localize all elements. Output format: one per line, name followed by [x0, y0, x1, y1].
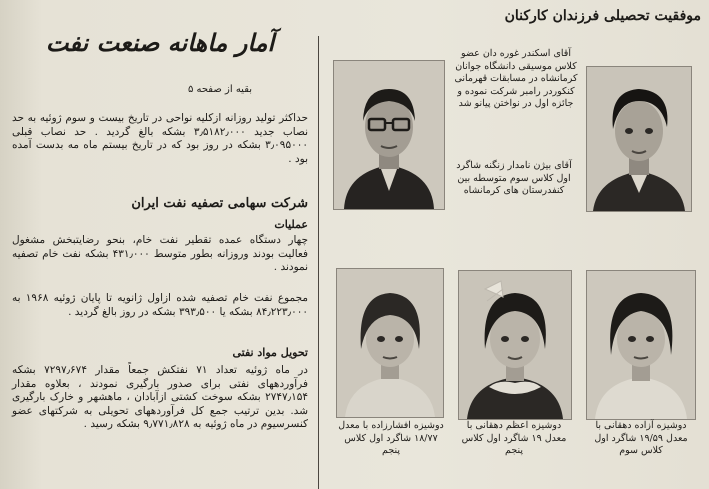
delivery-heading: تحویل مواد نفتی	[232, 346, 308, 359]
left-article-subtitle: بقيه از صفحه ۵	[187, 84, 253, 95]
portrait-girl-icon	[337, 269, 443, 417]
portrait-boy-icon	[587, 67, 691, 211]
operations-heading: عملیات	[274, 218, 308, 231]
photo-boy-pianist	[586, 66, 692, 212]
photo-girl-azam	[458, 270, 572, 420]
paragraph-delivery: در ماه ژوئیه تعداد ۷۱ نفتکش جمعاً مقدار ۷۲۹۷٫۶۷۴ بشکه فرآوردههای نفتی برای صدور بارگیری نمودند ، بعلاوه مقدار ۲۷۴۷٫۱۵۴ بشکه سوخت کشتی ازآبادان ، ماهشهر و خارک بارگیری شد. بدین ترتیب جمع کل فرآوردههای تحویلی به شرکتهای عضو کنسرسیوم در ماه ژوئیه به ۹٫۷۷۱٫۸۲۸ بشکه رسید .	[12, 364, 308, 431]
caption-pianist: آقای اسکندر غوره دان عضو کلاس موسیقی دانشگاه جوانان کرمانشاه در مسابقات قهرمانی کنکوردر رامبر شرکت نموده و جائزه اول در نواختن پیانو شد	[454, 48, 578, 109]
portrait-girl-bow-icon	[459, 271, 571, 419]
caption-namdar: آقای بیژن نامدار زنگنه شاگرد اول کلاس سوم متوسطه بین کنفدرستان های کرمانشاه	[456, 160, 572, 196]
company-heading: شرکت سهامی تصفیه نفت ایران	[131, 196, 308, 211]
right-article-title: موفقیت تحصیلی فرزندان کارکنان	[504, 8, 701, 24]
portrait-glasses-icon	[334, 61, 444, 209]
caption-azadeh: دوشیزه آزاده دهقانی با معدل ۱۹/۵۹ شاگرد اول کلاس سوم	[594, 420, 688, 456]
portrait-girl-young-icon	[587, 271, 695, 419]
left-article-title: آمار ماهانه صنعت نفت	[45, 28, 275, 57]
paragraph-refining: چهار دستگاه عمده تقطیر نفت خام، بنحو رضایتبخش مشغول فعالیت بودند وروزانه بطور متوسط ۴۳۱٫۰۰۰ بشکه نفت خام تصفیه نمودند .	[12, 234, 308, 274]
column-divider	[318, 36, 319, 489]
photo-boy-glasses	[333, 60, 445, 210]
paragraph-total-crude: مجموع نفت خام تصفیه شده ازاول ژانویه تا پایان ژوئیه ۱۹۶۸ به ۸۴٫۲۲۳٫۰۰۰ بشکه یا ۳۹۳٫۵۰۰ بشکه در روز بالغ گردید .	[12, 292, 308, 318]
caption-afsharzadeh: دوشیزه افشارزاده با معدل ۱۸/۷۷ شاگرد اول کلاس پنجم	[338, 420, 444, 456]
caption-azam: دوشیزه اعظم دهقانی با معدل ۱۹ شاگرد اول کلاس پنجم	[461, 420, 567, 456]
photo-girl-azadeh	[586, 270, 696, 420]
photo-girl-afsharzadeh	[336, 268, 444, 418]
paragraph-production: حداکثر تولید روزانه ازکلیه نواحی در تاریخ بیست و سوم ژوئیه به حد نصاب جدید ۳٫۵۱۸۲٫۰۰۰ بشکه بالغ گردید . حد نصاب قبلی ۳٫۰۹۵۰۰۰ بشکه در روز بود که در تاریخ بیستم ماه مه بدست آمده بود .	[12, 112, 308, 165]
